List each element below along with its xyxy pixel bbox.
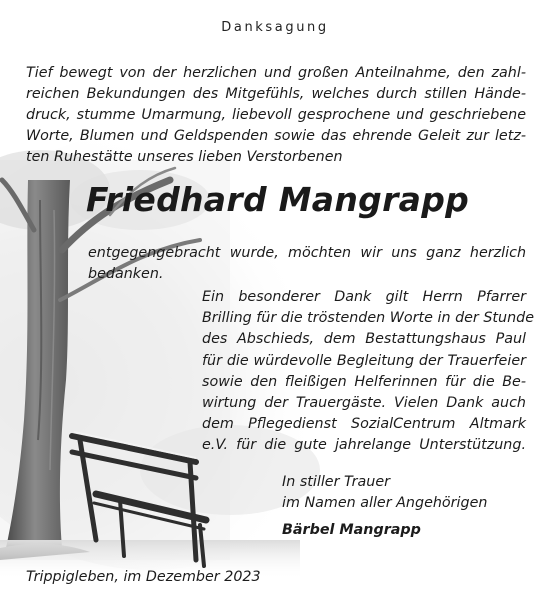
after-line: entgegengebracht wurde, möchten wir uns ganz herzlich (88, 245, 526, 261)
intro-text (26, 63, 526, 168)
thanks-line: Ein besonderer Dank gilt Herrn Pfarrer (202, 289, 526, 305)
thanks-line: wirtung der Trauergäste. Vielen Dank auch (202, 395, 526, 412)
thanks-line: sowie den fleißigen Helferinnen für die Be- (202, 373, 526, 390)
place-and-date: Trippigleben, im Dezember 2023 (26, 569, 261, 585)
special-thanks-text (202, 287, 535, 457)
closing-text (282, 472, 532, 514)
thanks-line: für die würdevolle Begleitung der Trauerfeier (202, 352, 526, 369)
intro-line: reichen Bekundungen des Mitgefühls, welches durch stillen Hände- (26, 86, 526, 102)
closing-line: In stiller Trauer (282, 474, 391, 490)
thanks-line: des Abschieds, dem Bestattungshaus Paul (202, 331, 526, 348)
intro-line-last: ten Ruhestätte unseres lieben Verstorbenen (26, 149, 343, 165)
after-line-last: bedanken. (88, 266, 164, 282)
deceased-name: Friedhard Mangrapp (86, 180, 470, 219)
thanks-line: Brilling für die tröstenden Worte in der Stunde (202, 310, 535, 327)
signature: Bärbel Mangrapp (282, 522, 421, 538)
closing-line: im Namen aller Angehörigen (282, 495, 488, 511)
intro-line: Worte, Blumen und Geldspenden sowie das ehrende Geleit zur letz- (26, 128, 526, 144)
thanks-line: e.V. für die gute jahrelange Unterstützung. (202, 437, 526, 454)
intro-line: Tief bewegt von der herzlichen und großen Anteilnahme, den zahl- (26, 65, 526, 81)
heading: Danksagung (221, 20, 329, 35)
after-name-text (88, 243, 526, 285)
thanks-line: dem Pflegedienst SozialCentrum Altmark (202, 416, 526, 433)
intro-line: druck, stumme Umarmung, liebevoll gesprochene und geschriebene (26, 107, 526, 123)
